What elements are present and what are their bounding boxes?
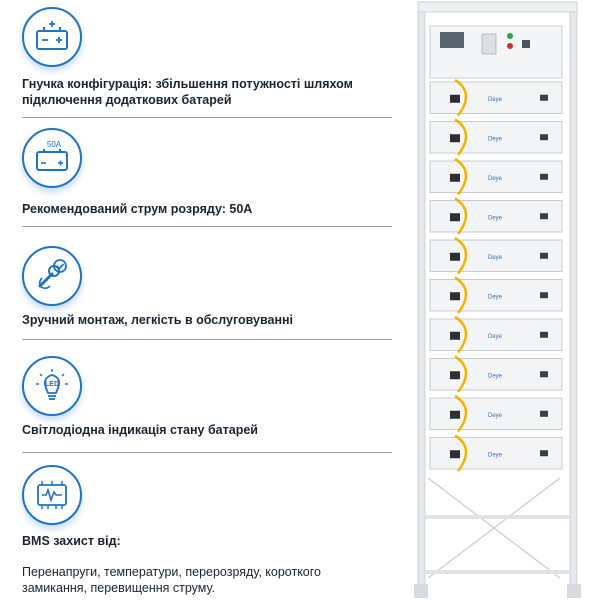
rack-modules [430, 80, 562, 471]
led-bulb-icon [22, 356, 82, 416]
battery-parallel-icon [22, 7, 82, 67]
divider [22, 339, 392, 340]
battery-module [430, 396, 562, 432]
module-brand-label: Deye [488, 373, 503, 380]
feature-text-install: Зручний монтаж, легкість в обслуговуванні [22, 313, 294, 327]
battery-module [430, 278, 562, 314]
battery-module [430, 199, 562, 235]
battery-module [430, 159, 562, 195]
battery-module [430, 436, 562, 472]
feature-text-config-line1: Гнучка конфігурація: збільшення потужності шляхом [22, 77, 353, 91]
feature-text-config-line2: підключення додаткових батарей [22, 93, 232, 107]
battery-rack-illustration [410, 0, 590, 600]
module-brand-label: Deye [488, 96, 503, 103]
battery-50a-icon [22, 128, 82, 188]
module-brand-label: Deye [488, 412, 503, 419]
battery-module [430, 120, 562, 156]
badge-50a: 50A [46, 140, 62, 149]
battery-module [430, 357, 562, 393]
wrench-check-icon [22, 246, 82, 306]
module-brand-label: Deye [488, 333, 503, 340]
badge-led: LED [45, 381, 59, 388]
battery-module [430, 238, 562, 274]
module-brand-label: Deye [488, 254, 503, 261]
divider [22, 117, 392, 118]
module-brand-label: Deye [488, 136, 503, 143]
bms-board-icon [22, 465, 82, 525]
feature-text-current: Рекомендований струм розряду: 50А [22, 202, 253, 216]
module-brand-label: Deye [488, 452, 503, 459]
feature-text-led: Світлодіодна індикація стану батарей [22, 423, 258, 437]
feature-subtext-bms-line1: Перенапруги, температури, перерозряду, короткого [22, 565, 321, 579]
battery-module [430, 80, 562, 116]
module-brand-label: Deye [488, 175, 503, 182]
divider [22, 452, 392, 453]
feature-subtext-bms [22, 564, 392, 596]
module-brand-label: Deye [488, 215, 503, 222]
feature-subtext-bms-line2: замикання, перевищення струму. [22, 581, 215, 595]
battery-module [430, 317, 562, 353]
divider [22, 226, 392, 227]
feature-text-bms: BMS захист від: [22, 534, 121, 548]
feature-text-config [22, 76, 392, 108]
module-brand-label: Deye [488, 294, 503, 301]
